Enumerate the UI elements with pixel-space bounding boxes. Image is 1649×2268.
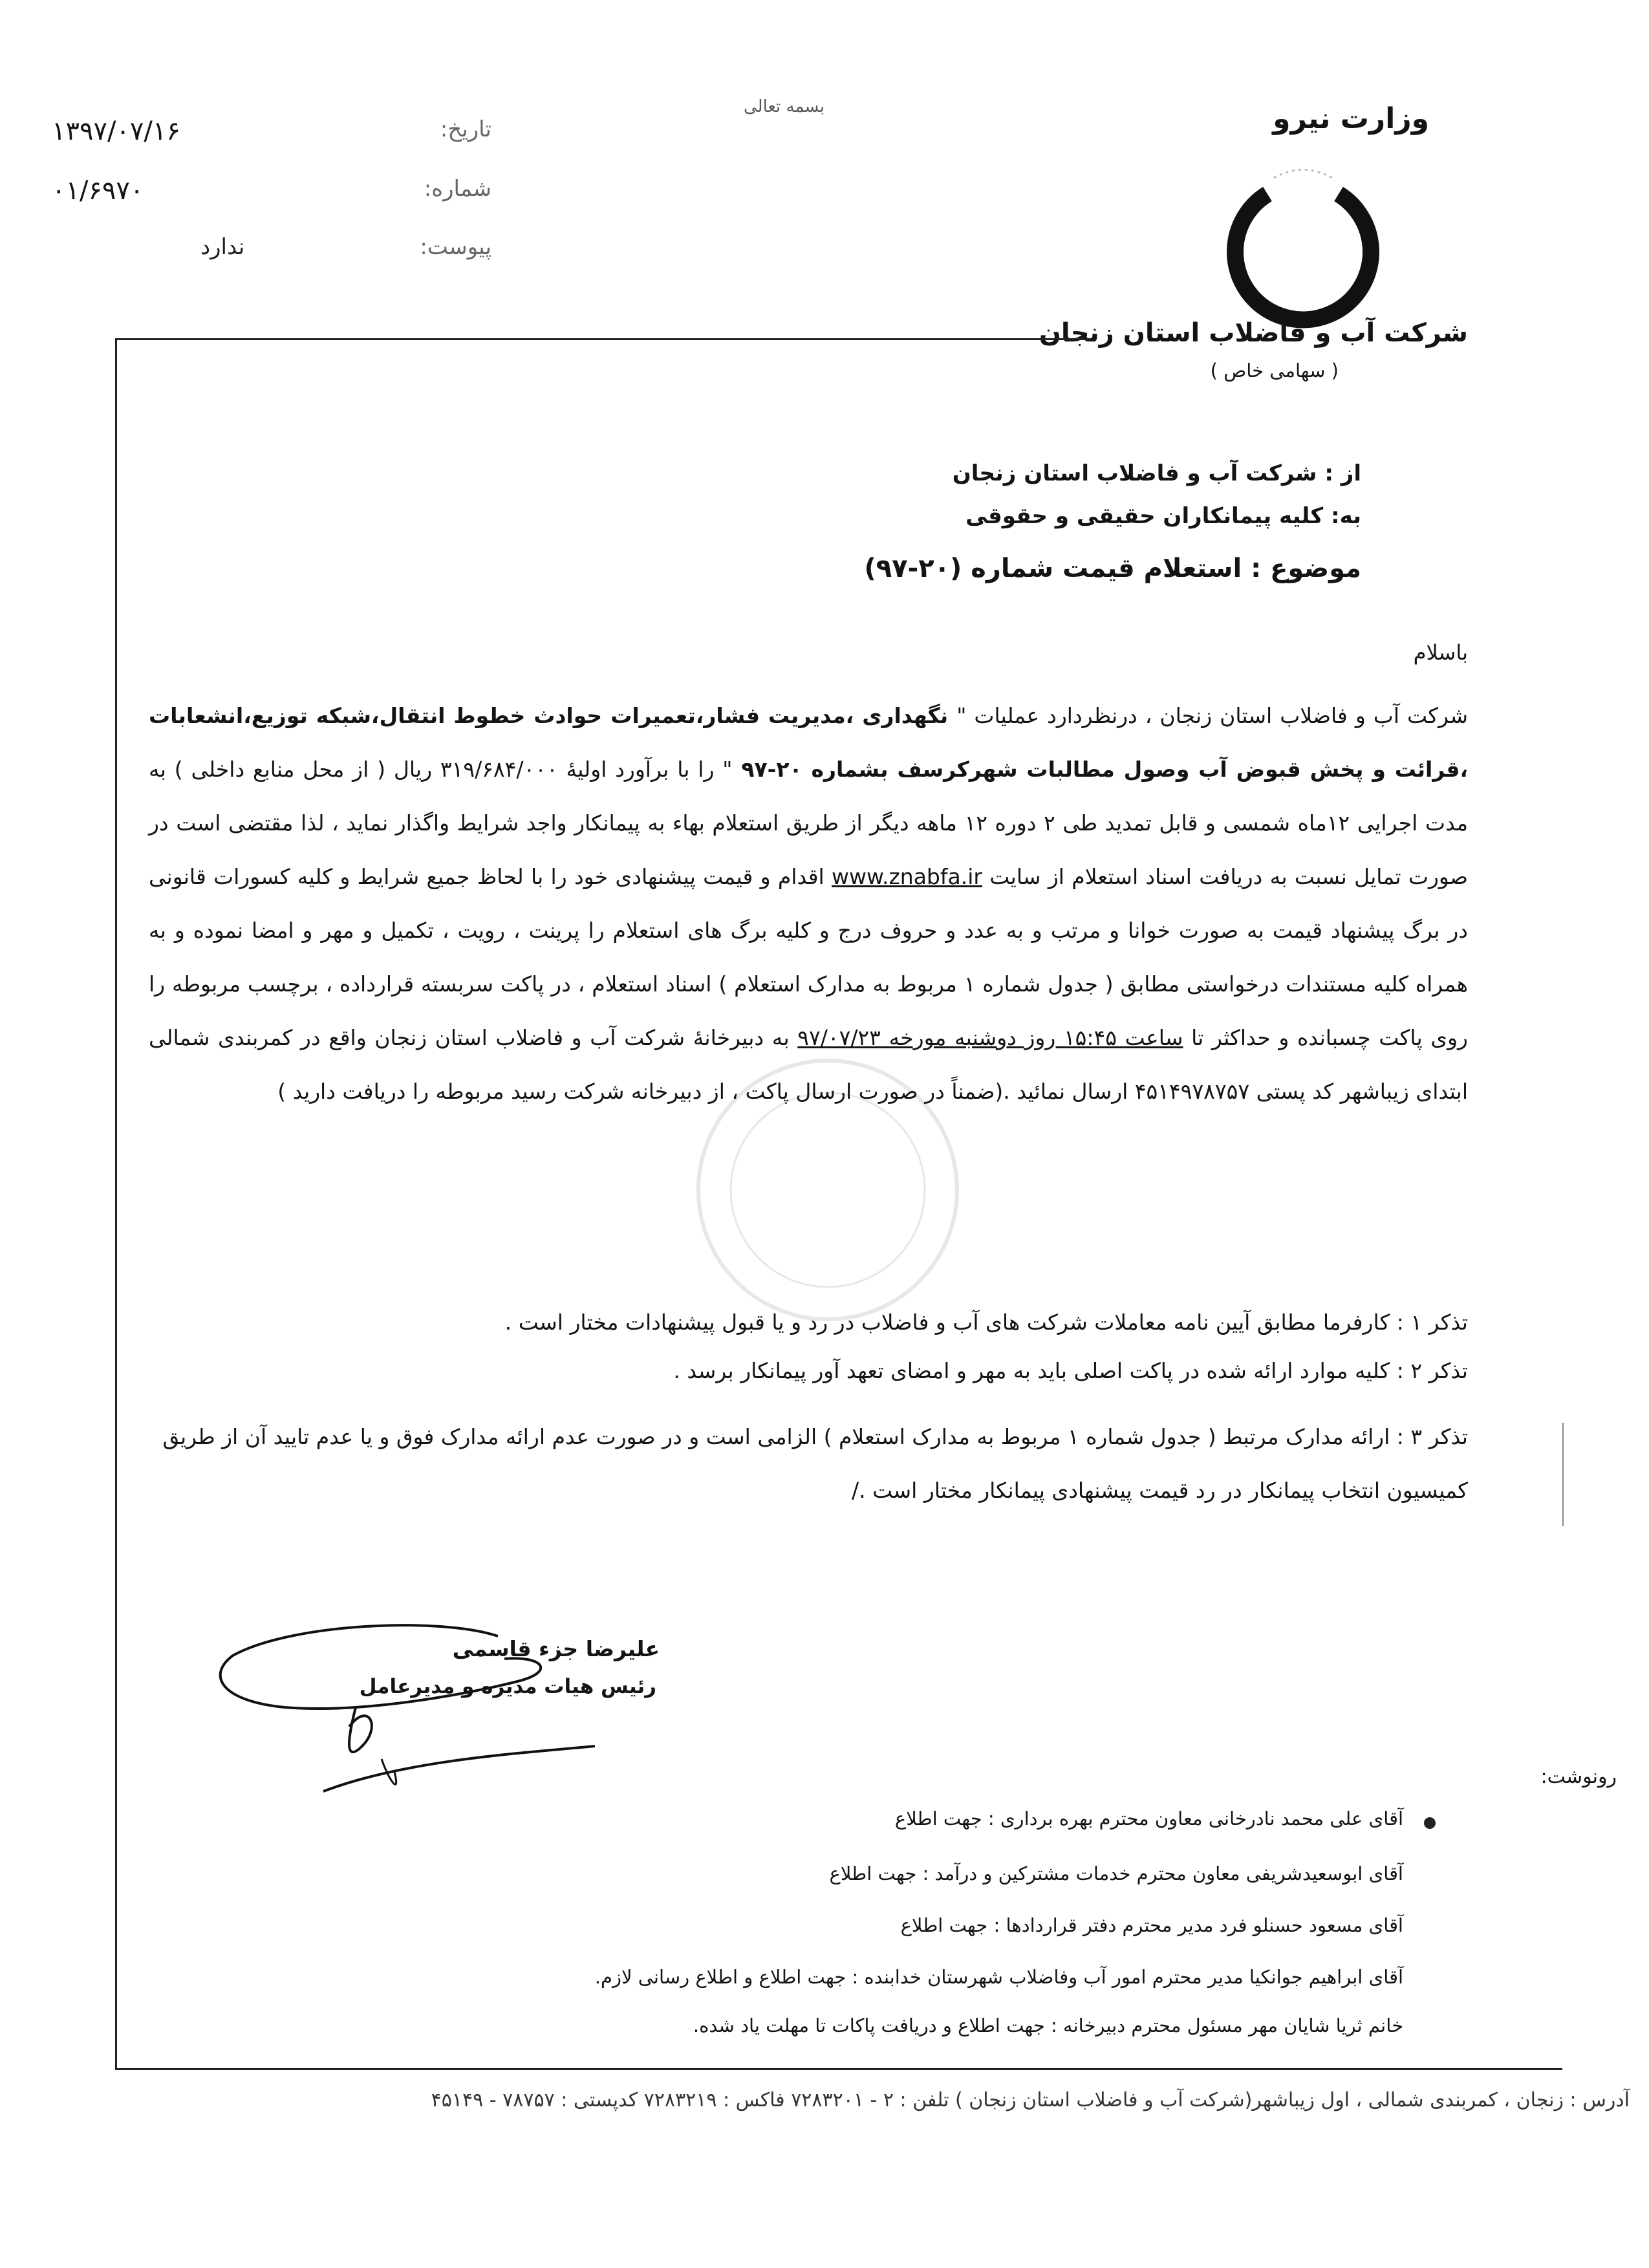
cc-item: آقای مسعود حسنلو فرد مدیر محترم دفتر قراردادها : جهت اطلاع [900,1914,1403,1936]
signature-scribble [194,1597,614,1811]
body-project-title: نگهداری ،مدیریت فشار،تعمیرات حوادث خطوط انتقال،شبکه توزیع،انشعابات ،قرائت و پخش قبوض آب وصول مطالبات شهرکرسف بشماره ۲۰-۹۷ [149,703,1468,782]
attachment-label: پیوست: [420,234,491,260]
bullet-icon [1424,1817,1436,1829]
number-row [39,176,491,212]
cc-title: رونوشت: [1540,1766,1617,1788]
letter-body [149,689,1468,1118]
signatory-name: علیرضا جزء قاسمی [452,1636,660,1661]
number-label: شماره: [424,176,491,202]
cc-item: خانم ثریا شایان مهر مسئول محترم دبیرخانه : جهت اطلاع و دریافت پاکات تا مهلت یاد شده. [693,2014,1403,2036]
letter-to: به: کلیه پیمانکاران حقیقی و حقوقی [965,503,1361,529]
date-value: ۱۳۹۷/۰۷/۱۶ [52,116,180,146]
deadline-text: ساعت ۱۵:۴۵ روز دوشنبه مورخه ۹۷/۰۷/۲۳ [797,1025,1183,1050]
body-text-2: " را با برآورد اولیهٔ ۳۱۹/۶۸۴/۰۰۰ ریال ( از محل منابع داخلی ) به مدت اجرایی ۱۲ماه شمسی و قابل تمدید طی ۲ دوره ۱۲ ماهه دیگر از طریق استعلام بهاء به پیمانکار واجد شرایط واگذار نماید ، لذا مقتضی است در صورت تمایل نسبت به دریافت اسناد استعلام از سایت [149,757,1468,889]
subject-label: موضوع : [1251,554,1361,583]
body-text-4: به دبیرخانهٔ شرکت آب و فاضلاب استان زنجان واقع در کمربندی شمالی ابتدای زیباشهر کد پستی ۴۵۱۴۹۷۸۷۵۷ ارسال نمائید .(ضمناً در صورت ارسال پاکت ، از دبیرخانه شرکت رسید مربوطه را دریافت دارید ) [149,1025,1468,1104]
date-label: تاریخ: [440,116,491,142]
company-type: ( سهامی خاص ) [1210,360,1339,382]
number-value: ۰۱/۶۹۷۰ [52,176,144,206]
frame-top-line [115,338,1092,340]
cc-item: آقای ابراهیم جوانکیا مدیر محترم امور آب وفاضلاب شهرستان خدابنده : جهت اطلاع و اطلاع رسانی لازم. [594,1966,1403,1988]
frame-left-line [115,338,117,2068]
body-text-3: اقدام و قیمت پیشنهادی خود را با لحاظ جمیع شرایط و کلیه کسورات قانونی در برگ پیشنهاد قیمت به صورت خوانا و مرتب و به عدد و حروف درج و کلیه برگ های استعلام را پرینت ، رویت ، تکمیل و مهر و امضا نموده و به همراه کلیه مستندات درخواستی مطابق ( جدول شماره ۱ مربوط به مدارک استعلام ) اسناد استعلام ، در پاکت سربسته قرارداده ، برچسب مربوطه را روی پاکت چسبانده و حداکثر تا [149,864,1468,1050]
ministry-name: وزارت نیرو [1273,102,1429,135]
letter-subject [864,554,1361,583]
letter-from: از : شرکت آب و فاضلاب استان زنجان [952,460,1361,486]
company-name: شرکت آب و فاضلاب استان زنجان [1039,318,1468,348]
date-row [39,116,491,153]
cc-item: آقای علی محمد نادرخانی معاون محترم بهره برداری : جهت اطلاع [894,1808,1403,1830]
greeting: باسلام [1413,640,1468,665]
attachment-row [39,234,491,270]
frame-right-mark [1562,1423,1564,1526]
company-logo [1206,149,1400,336]
body-text-1: شرکت آب و فاضلاب استان زنجان ، درنظردارد عملیات " [956,703,1468,728]
note-3: تذکر ۳ : ارائه مدارک مرتبط ( جدول شماره ۱ مربوط به مدارک استعلام ) الزامی است و در صورت عدم ارائه مدارک فوق و یا عدم تایید آن از طریق کمیسیون انتخاب پیمانکار در رد قیمت پیشنهادی پیمانکار مختار است ./ [162,1424,1468,1503]
subject-text: استعلام قیمت شماره (۲۰-۹۷) [864,554,1242,583]
note-2: تذکر ۲ : کلیه موارد ارائه شده در پاکت اصلی باید به مهر و امضای تعهد آور پیمانکار برسد . [673,1358,1468,1383]
footer-address: آدرس : زنجان ، کمربندی شمالی ، اول زیباشهر(شرکت آب و فاضلاب استان زنجان ) تلفن : ۲ - ۷۲۸۳۲۰۱ فاکس : ۷۲۸۳۲۱۹ کدپستی : ۷۸۷۵۷ - ۴۵۱۴۹ [431,2089,1630,2111]
basmala: بسمه تعالی [744,97,824,116]
website-link[interactable]: www.znabfa.ir [832,864,982,889]
signatory-title: رئیس هیات مدیره و مدیرعامل [359,1675,656,1698]
attachment-value: ندارد [200,234,245,260]
note-1: تذکر ۱ : کارفرما مطابق آیین نامه معاملات شرکت های آب و فاضلاب در رد و یا قبول پیشنهادات مختار است . [504,1310,1468,1335]
frame-bottom-line [115,2068,1562,2070]
cc-item: آقای ابوسعیدشریفی معاون محترم خدمات مشترکین و درآمد : جهت اطلاع [829,1863,1403,1885]
